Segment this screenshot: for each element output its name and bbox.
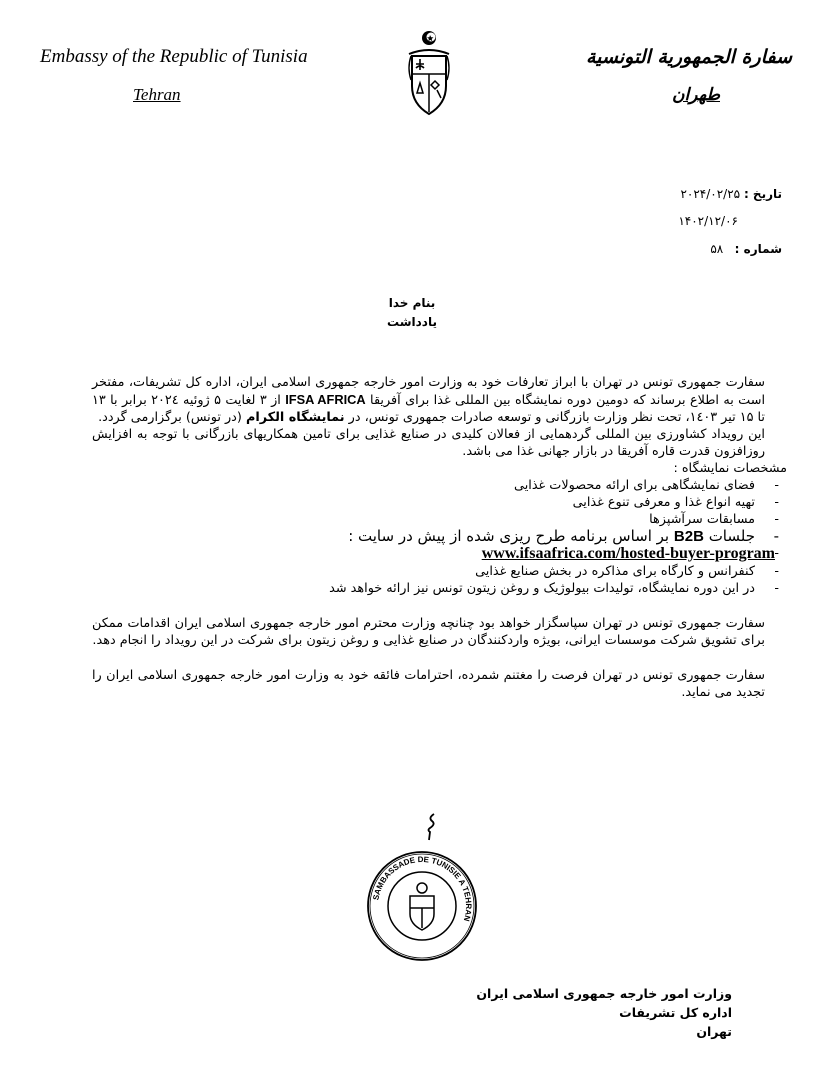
handwritten-initial-icon bbox=[424, 812, 440, 842]
recipient-block bbox=[476, 984, 732, 1041]
invocation-heading: بنام خدا bbox=[388, 296, 436, 310]
recipient-line: اداره کل تشریفات bbox=[619, 1005, 732, 1020]
list-item: - جلسات B2B بر اساس برنامه طرح ریزی شده از پیش در سایت : bbox=[92, 528, 787, 545]
number-label: شماره : bbox=[734, 242, 782, 256]
list-item: - کنفرانس و کارگاه برای مذاکره در بخش صنایع غذایی bbox=[92, 563, 787, 580]
embassy-name-en: Embassy of the Republic of Tunisia bbox=[40, 46, 308, 67]
features-title: مشخصات نمایشگاه : bbox=[673, 461, 787, 476]
seal-text: SAMBASSADE DE TUNISIE A TEHRAN bbox=[371, 854, 474, 923]
list-item: - تهیه انواع غذا و معرفی تنوع غذایی bbox=[92, 494, 787, 511]
list-item: - در این دوره نمایشگاه، تولیدات بیولوژیک و روغن زیتون تونس نیز ارائه خواهد شد bbox=[92, 580, 787, 597]
date-persian: ۱۴۰۲/۱۲/۰۶ bbox=[678, 214, 738, 228]
tunisia-coat-of-arms-icon bbox=[405, 28, 453, 120]
letter-body bbox=[92, 374, 787, 701]
date-label: تاریخ : bbox=[743, 187, 782, 201]
embassy-seal-icon bbox=[364, 848, 480, 964]
features-list bbox=[92, 477, 787, 597]
date-gregorian-line bbox=[680, 187, 782, 201]
recipient-line: وزارت امور خارجه جمهوری اسلامی ایران bbox=[476, 986, 732, 1001]
event-name: IFSA AFRICA bbox=[285, 392, 366, 407]
venue-name: نمایشگاه الکرام bbox=[245, 410, 345, 425]
paragraph-intro: سفارت جمهوری تونس در تهران با ابراز تعارفات خود به وزارت امور خارجه جمهوری اسلامی ایران، اداره کل تشریفات، مفتخر است به اطلاع برساند که دومین دوره نمایشگاه بین المللی غذا برای آفریقا IFSA AFRICA از ۳ لغایت ۵ ژوئیه ۲۰۲٤ برابر با ۱۳ تا ۱۵ تیر ۱٤۰۳، تحت نظر وزارت بازرگانی و توسعه صادرات جمهوری تونس، در نمایشگاه الکرام (در تونس) برگزارمی گردد. bbox=[92, 375, 766, 425]
document-type-heading: یادداشت bbox=[387, 315, 437, 329]
number-value: ۵۸ bbox=[710, 242, 724, 256]
number-line bbox=[710, 242, 782, 256]
recipient-line: تهران bbox=[696, 1024, 732, 1039]
b2b-tag: B2B bbox=[673, 528, 704, 545]
paragraph-closing: سفارت جمهوری تونس در تهران فرصت را مغتنم شمرده، احترامات فائقه خود به وزارت امور خارجه جمهوری اسلامی ایران را تجدید می نماید. bbox=[92, 668, 765, 700]
paragraph-event: این رویداد کشاورزی بین المللی گردهمایی از فعالان کلیدی در صنایع غذایی برای تامین همکاریهای بازرگانی با توجه به افزایش روزافزون قدرت قاره آفریقا در بازار جهانی غذا می باشد. bbox=[92, 427, 765, 459]
list-item: - فضای نمایشگاهی برای ارائه محصولات غذایی bbox=[92, 477, 787, 494]
paragraph-request: سفارت جمهوری تونس در تهران سپاسگزار خواهد بود چنانچه وزارت محترم امور خارجه جمهوری اسلامی ایران اقدامات ممکن برای تشویق شرکت موسسات ایرانی، بویژه واردکنندگان در صنایع غذایی و روغن زیتون برای شرکت در این رویداد را انجام دهد. bbox=[92, 616, 765, 648]
list-item: - مسابقات سرآشپزها bbox=[92, 511, 787, 528]
embassy-name-ar: سفارة الجمهورية التونسية bbox=[586, 46, 792, 68]
city-name-en: Tehran bbox=[133, 85, 181, 104]
date-gregorian: ۲۰۲۴/۰۲/۲۵ bbox=[680, 187, 741, 201]
program-url-link[interactable]: www.ifsaafrica.com/hosted-buyer-program bbox=[481, 545, 775, 562]
city-name-ar: طهران bbox=[672, 85, 720, 105]
